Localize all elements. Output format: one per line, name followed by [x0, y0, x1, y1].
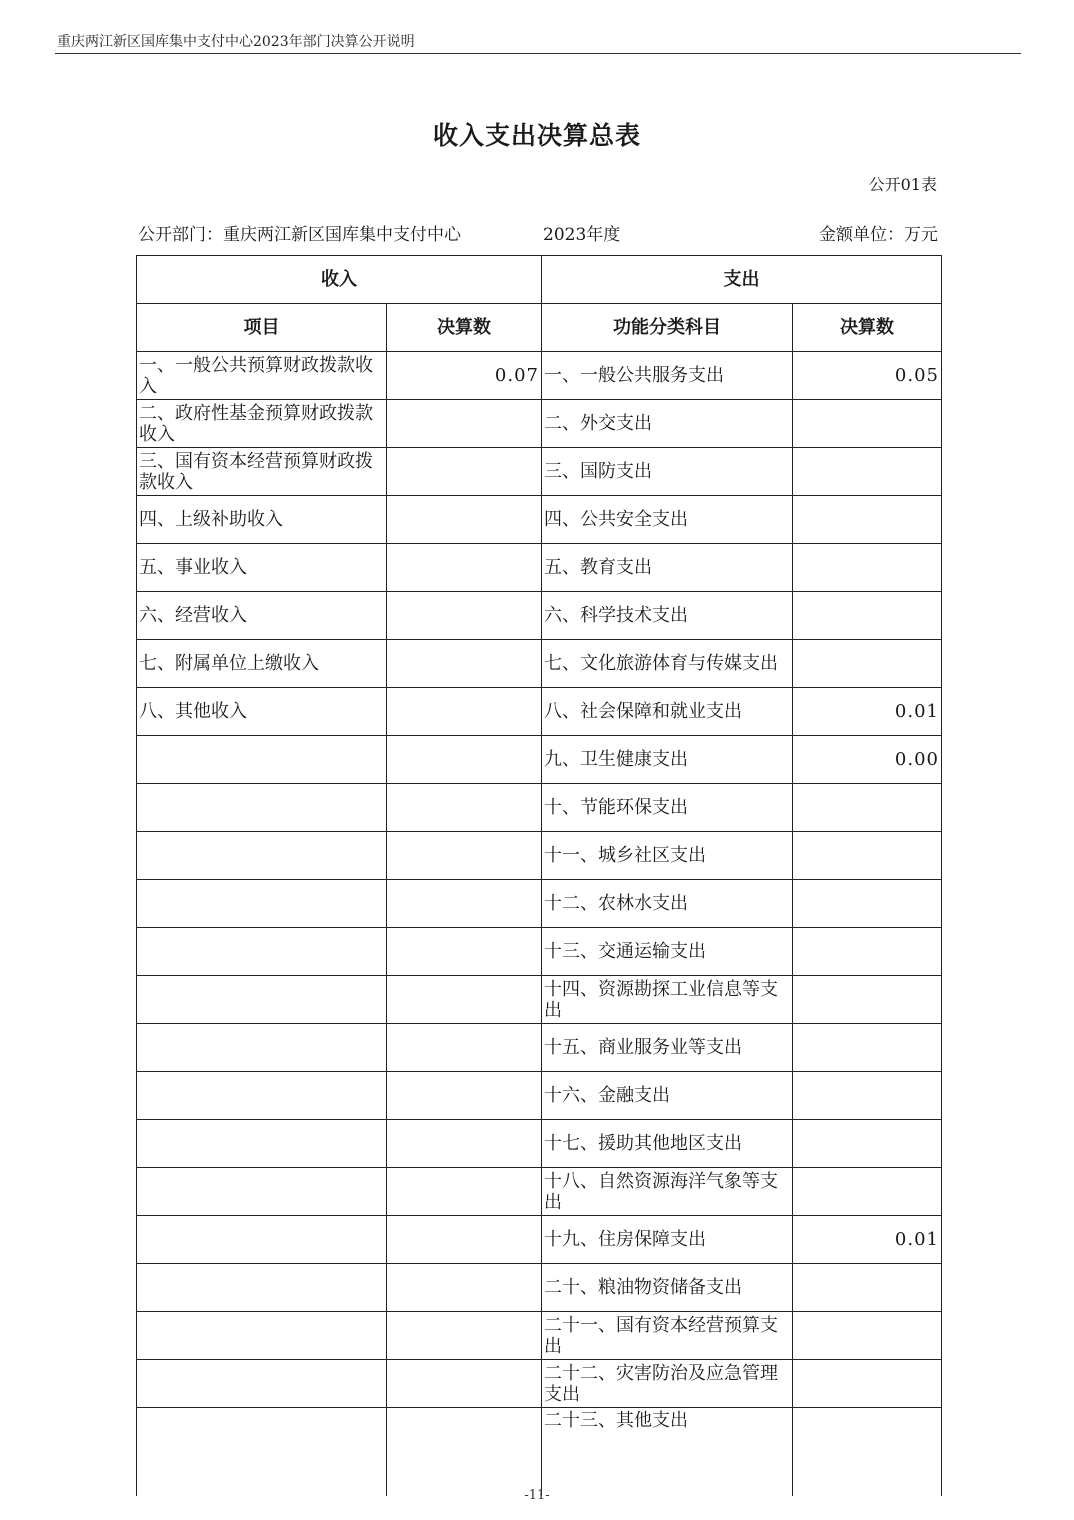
expense-group-header: 支出 — [542, 256, 942, 304]
expense-amount-cell: 0.01 — [793, 1216, 942, 1264]
expense-item-cell: 八、社会保障和就业支出 — [542, 688, 793, 736]
income-item-cell — [137, 976, 387, 1024]
income-item-cell: 七、附属单位上缴收入 — [137, 640, 387, 688]
income-item-cell — [137, 1264, 387, 1312]
income-amount-cell — [387, 544, 542, 592]
expense-amount-cell — [793, 496, 942, 544]
expense-amount-cell — [793, 928, 942, 976]
expense-item-cell: 十九、住房保障支出 — [542, 1216, 793, 1264]
expense-amount-cell — [793, 784, 942, 832]
income-amount-cell — [387, 1216, 542, 1264]
income-amount-cell — [387, 976, 542, 1024]
column-header-function: 功能分类科目 — [542, 304, 793, 352]
expense-item-cell: 十、节能环保支出 — [542, 784, 793, 832]
table-row — [137, 1072, 942, 1120]
expense-amount-cell: 0.05 — [793, 352, 942, 400]
expense-item-cell: 一、一般公共服务支出 — [542, 352, 793, 400]
table-row — [137, 496, 942, 544]
income-amount-cell — [387, 736, 542, 784]
income-item-cell — [137, 1120, 387, 1168]
expense-item-cell: 七、文化旅游体育与传媒支出 — [542, 640, 793, 688]
income-expense-table — [136, 255, 942, 1496]
expense-item-cell: 十七、援助其他地区支出 — [542, 1120, 793, 1168]
column-header-item: 项目 — [137, 304, 387, 352]
expense-item-cell: 十一、城乡社区支出 — [542, 832, 793, 880]
expense-amount-cell: 0.01 — [793, 688, 942, 736]
table-body — [137, 352, 942, 1497]
income-item-cell — [137, 1072, 387, 1120]
table-row — [137, 1264, 942, 1312]
table-row — [137, 1216, 942, 1264]
table-row — [137, 976, 942, 1024]
table-row — [137, 640, 942, 688]
table-row — [137, 448, 942, 496]
income-amount-cell — [387, 832, 542, 880]
table-row — [137, 1360, 942, 1408]
expense-item-cell: 十五、商业服务业等支出 — [542, 1024, 793, 1072]
expense-item-cell: 二、外交支出 — [542, 400, 793, 448]
table-row — [137, 832, 942, 880]
amount-unit: 金额单位：万元 — [819, 225, 938, 245]
expense-item-cell: 十二、农林水支出 — [542, 880, 793, 928]
income-item-cell: 二、政府性基金预算财政拨款收入 — [137, 400, 387, 448]
income-amount-cell — [387, 496, 542, 544]
expense-amount-cell — [793, 1360, 942, 1408]
table-group-header — [137, 256, 942, 304]
form-code: 公开01表 — [868, 175, 937, 194]
income-item-cell: 一、一般公共预算财政拨款收入 — [137, 352, 387, 400]
income-amount-cell: 0.07 — [387, 352, 542, 400]
income-item-cell — [137, 784, 387, 832]
income-amount-cell — [387, 592, 542, 640]
income-amount-cell — [387, 1024, 542, 1072]
expense-item-cell: 五、教育支出 — [542, 544, 793, 592]
expense-item-cell: 十三、交通运输支出 — [542, 928, 793, 976]
expense-amount-cell — [793, 976, 942, 1024]
table-row — [137, 352, 942, 400]
table-column-header — [137, 304, 942, 352]
table-row — [137, 736, 942, 784]
expense-amount-cell: 0.00 — [793, 736, 942, 784]
income-amount-cell — [387, 1168, 542, 1216]
income-amount-cell — [387, 1072, 542, 1120]
table-row — [137, 1024, 942, 1072]
income-item-cell — [137, 1024, 387, 1072]
page-number: -11- — [524, 1488, 550, 1503]
income-item-cell — [137, 1168, 387, 1216]
income-item-cell — [137, 832, 387, 880]
income-item-cell: 八、其他收入 — [137, 688, 387, 736]
income-item-cell: 五、事业收入 — [137, 544, 387, 592]
income-amount-cell — [387, 400, 542, 448]
income-amount-cell — [387, 784, 542, 832]
expense-amount-cell — [793, 400, 942, 448]
table-row — [137, 784, 942, 832]
income-item-cell: 六、经营收入 — [137, 592, 387, 640]
fiscal-year: 2023年度 — [543, 225, 621, 245]
table-row — [137, 1312, 942, 1360]
expense-amount-cell — [793, 1072, 942, 1120]
document-title: 收入支出决算总表 — [432, 121, 641, 150]
income-amount-cell — [387, 880, 542, 928]
department-label: 公开部门：重庆两江新区国库集中支付中心 — [138, 225, 461, 245]
table-row — [137, 928, 942, 976]
expense-amount-cell — [793, 592, 942, 640]
expense-item-cell: 四、公共安全支出 — [542, 496, 793, 544]
column-header-expense-amount: 决算数 — [793, 304, 942, 352]
income-item-cell: 三、国有资本经营预算财政拨款收入 — [137, 448, 387, 496]
income-item-cell — [137, 1408, 387, 1497]
income-item-cell: 四、上级补助收入 — [137, 496, 387, 544]
table-row — [137, 1120, 942, 1168]
income-item-cell — [137, 736, 387, 784]
expense-item-cell: 六、科学技术支出 — [542, 592, 793, 640]
table-row — [137, 688, 942, 736]
expense-amount-cell — [793, 448, 942, 496]
expense-amount-cell — [793, 880, 942, 928]
table-row — [137, 1408, 942, 1497]
running-header: 重庆两江新区国库集中支付中心2023年部门决算公开说明 — [57, 34, 415, 50]
income-item-cell — [137, 1216, 387, 1264]
expense-amount-cell — [793, 1024, 942, 1072]
expense-amount-cell — [793, 1312, 942, 1360]
expense-item-cell: 二十三、其他支出 — [542, 1408, 793, 1497]
expense-item-cell: 十八、自然资源海洋气象等支出 — [542, 1168, 793, 1216]
income-item-cell — [137, 880, 387, 928]
income-amount-cell — [387, 448, 542, 496]
expense-amount-cell — [793, 544, 942, 592]
expense-item-cell: 九、卫生健康支出 — [542, 736, 793, 784]
table-row — [137, 544, 942, 592]
table-row — [137, 880, 942, 928]
column-header-income-amount: 决算数 — [387, 304, 542, 352]
expense-item-cell: 十四、资源勘探工业信息等支出 — [542, 976, 793, 1024]
expense-item-cell: 十六、金融支出 — [542, 1072, 793, 1120]
income-amount-cell — [387, 1120, 542, 1168]
income-amount-cell — [387, 1408, 542, 1497]
expense-amount-cell — [793, 1120, 942, 1168]
income-item-cell — [137, 1360, 387, 1408]
table-row — [137, 400, 942, 448]
income-amount-cell — [387, 1264, 542, 1312]
expense-amount-cell — [793, 640, 942, 688]
expense-item-cell: 二十二、灾害防治及应急管理支出 — [542, 1360, 793, 1408]
income-amount-cell — [387, 1312, 542, 1360]
income-item-cell — [137, 928, 387, 976]
income-item-cell — [137, 1312, 387, 1360]
expense-amount-cell — [793, 1264, 942, 1312]
income-amount-cell — [387, 688, 542, 736]
expense-item-cell: 二十一、国有资本经营预算支出 — [542, 1312, 793, 1360]
income-group-header: 收入 — [137, 256, 542, 304]
header-rule — [55, 53, 1021, 54]
income-amount-cell — [387, 640, 542, 688]
expense-amount-cell — [793, 832, 942, 880]
income-amount-cell — [387, 928, 542, 976]
expense-item-cell: 二十、粮油物资储备支出 — [542, 1264, 793, 1312]
expense-amount-cell — [793, 1168, 942, 1216]
expense-item-cell: 三、国防支出 — [542, 448, 793, 496]
expense-amount-cell — [793, 1408, 942, 1497]
income-amount-cell — [387, 1360, 542, 1408]
table-row — [137, 592, 942, 640]
table-row — [137, 1168, 942, 1216]
